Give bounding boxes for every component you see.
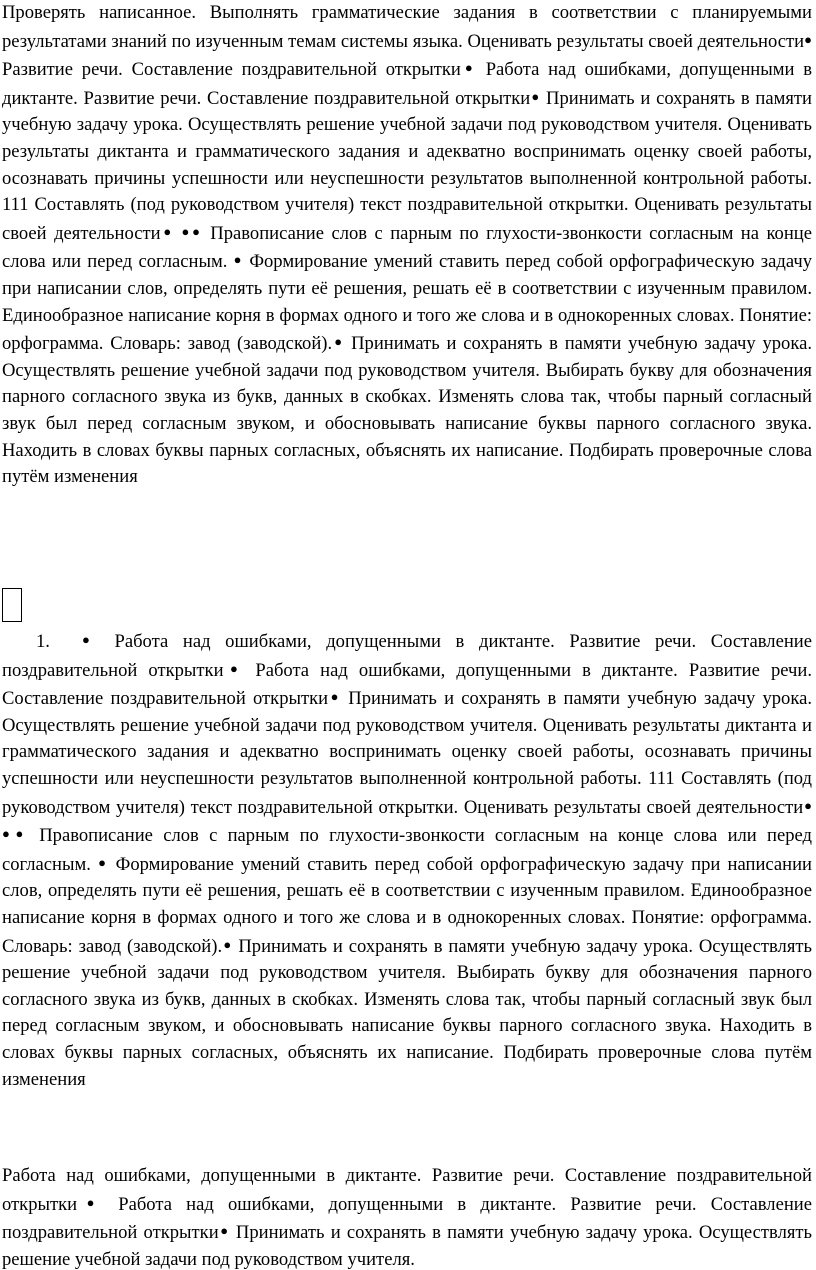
bullet-icon: ● — [803, 797, 812, 813]
bullet-icon: ● — [332, 334, 345, 350]
bottom-text-3: Принимать и сохранять в памяти учебную задачу урока. Осуществлять решение учебной задачи под руководством учителя. — [2, 1222, 812, 1270]
bottom-section — [0, 1163, 813, 1270]
list-text-5: Формирование умений ставить перед собой орфографическую задачу при написании слов, определять пути её решения, решать её в соответствии с изученным правилом. Единообразное написание корня в формах одного и того же слова и в однокоренных словах. Понятие: орфограмма. Словарь: завод (заводской). — [2, 853, 812, 957]
bullet-icon: ● — [460, 60, 477, 76]
top-text-6: Формирование умений ставить перед собой орфографическую задачу при написании слов, определять пути её решения, решать её в соответствии с изученным правилом. Единообразное написание корня в формах одного и того же слова и в однокоренных словах. Понятие: орфограмма. Словарь: завод (заводской). — [2, 251, 812, 355]
top-text-5: Правописание слов с парным по глухости-звонкости согласным на конце слова или перед согласным. — [2, 222, 812, 273]
numbered-list-item — [0, 627, 813, 1093]
double-bullet-icon: ●● — [181, 223, 203, 239]
empty-box — [2, 588, 22, 622]
bullet-icon: ● — [72, 632, 100, 647]
list-number: 1. — [36, 631, 50, 652]
list-text-4: Правописание слов с парным по глухости-звонкости согласным на конце слова или перед согласным. — [2, 825, 812, 875]
bullet-icon: ● — [222, 936, 233, 952]
bullet-icon: ● — [160, 223, 175, 239]
top-text-7: Принимать и сохранять в памяти учебную задачу урока. Осуществлять решение учебной задачи под руководством учителя. Выбирать букву для обозначения парного согласного звука из букв, данных в скобках. Изменять слова так, чтобы парный согласный звук был перед согласным звуком, и обосновывать написание буквы парного согласного звука. Находить в словах буквы парных согласных, объяснять их написание. Подбирать проверочные слова путём изменения — [2, 333, 812, 488]
bullet-icon: ● — [77, 1194, 105, 1210]
double-bullet-icon: ●● — [2, 826, 29, 842]
bullet-icon: ● — [223, 660, 245, 676]
top-text-3: Работа над ошибками, допущенными в диктанте. Развитие речи. Составление поздравительной открытки — [2, 59, 813, 109]
top-text-4: Принимать и сохранять в памяти учебную задачу урока. Осуществлять решение учебной задачи под руководством учителя. Оценивать результаты диктанта и грамматического задания и адекватно воспринимать оценку своей работы, осознавать причины успешности или неуспешности результатов выполненной контрольной работы. 111 Составлять (под руководством учителя) текст поздравительной открытки. Оценивать результаты своей деятельности — [2, 87, 812, 244]
bottom-text-1: Работа над ошибками, допущенными в диктанте. Развитие речи. Составление поздравительной открытки — [2, 1165, 812, 1215]
bullet-icon: ● — [233, 252, 244, 268]
list-text-1: Работа над ошибками, допущенными в диктанте. Развитие речи. Составление поздравительной открытки — [2, 631, 812, 681]
bottom-paragraph — [0, 1163, 813, 1270]
top-text-2: Развитие речи. Составление поздравительной открытки — [2, 59, 461, 81]
top-paragraph-justified — [0, 0, 813, 491]
bullet-icon: ● — [804, 31, 813, 47]
bullet-icon: ● — [328, 689, 342, 705]
top-text-1: Проверять написанное. Выполнять грамматические задания в соответствии с планируемыми результатами знаний по изученным темам системы языка. Оценивать результаты своей деятельности — [2, 2, 812, 52]
bottom-text-2: Работа над ошибками, допущенными в диктанте. Развитие речи. Составление поздравительной открытки — [2, 1193, 812, 1244]
bullet-icon: ● — [218, 1223, 230, 1239]
list-text-2: Работа над ошибками, допущенными в диктанте. Развитие речи. Составление поздравительной открытки — [2, 659, 812, 710]
list-text-3: Принимать и сохранять в памяти учебную задачу урока. Осуществлять решение учебной задачи под руководством учителя. Оценивать результаты диктанта и грамматического задания и адекватно воспринимать оценку своей работы, осознавать причины успешности или неуспешности результатов выполненной контрольной работы. 111 Составлять (под руководством учителя) текст поздравительной открытки. Оценивать результаты своей деятельности — [2, 688, 812, 818]
bullet-icon: ● — [530, 88, 541, 104]
list-paragraph — [0, 627, 813, 1093]
list-text-6: Принимать и сохранять в памяти учебную задачу урока. Осуществлять решение учебной задачи под руководством учителя. Выбирать букву для обозначения парного согласного звука из букв, данных в скобках. Изменять слова так, чтобы парный согласный звук был перед согласным звуком, и обосновывать написание буквы парного согласного звука. Находить в словах буквы парных согласных, объяснять их написание. Подбирать проверочные слова путём изменения — [2, 935, 812, 1090]
bullet-icon: ● — [98, 854, 109, 870]
top-section — [0, 0, 813, 491]
